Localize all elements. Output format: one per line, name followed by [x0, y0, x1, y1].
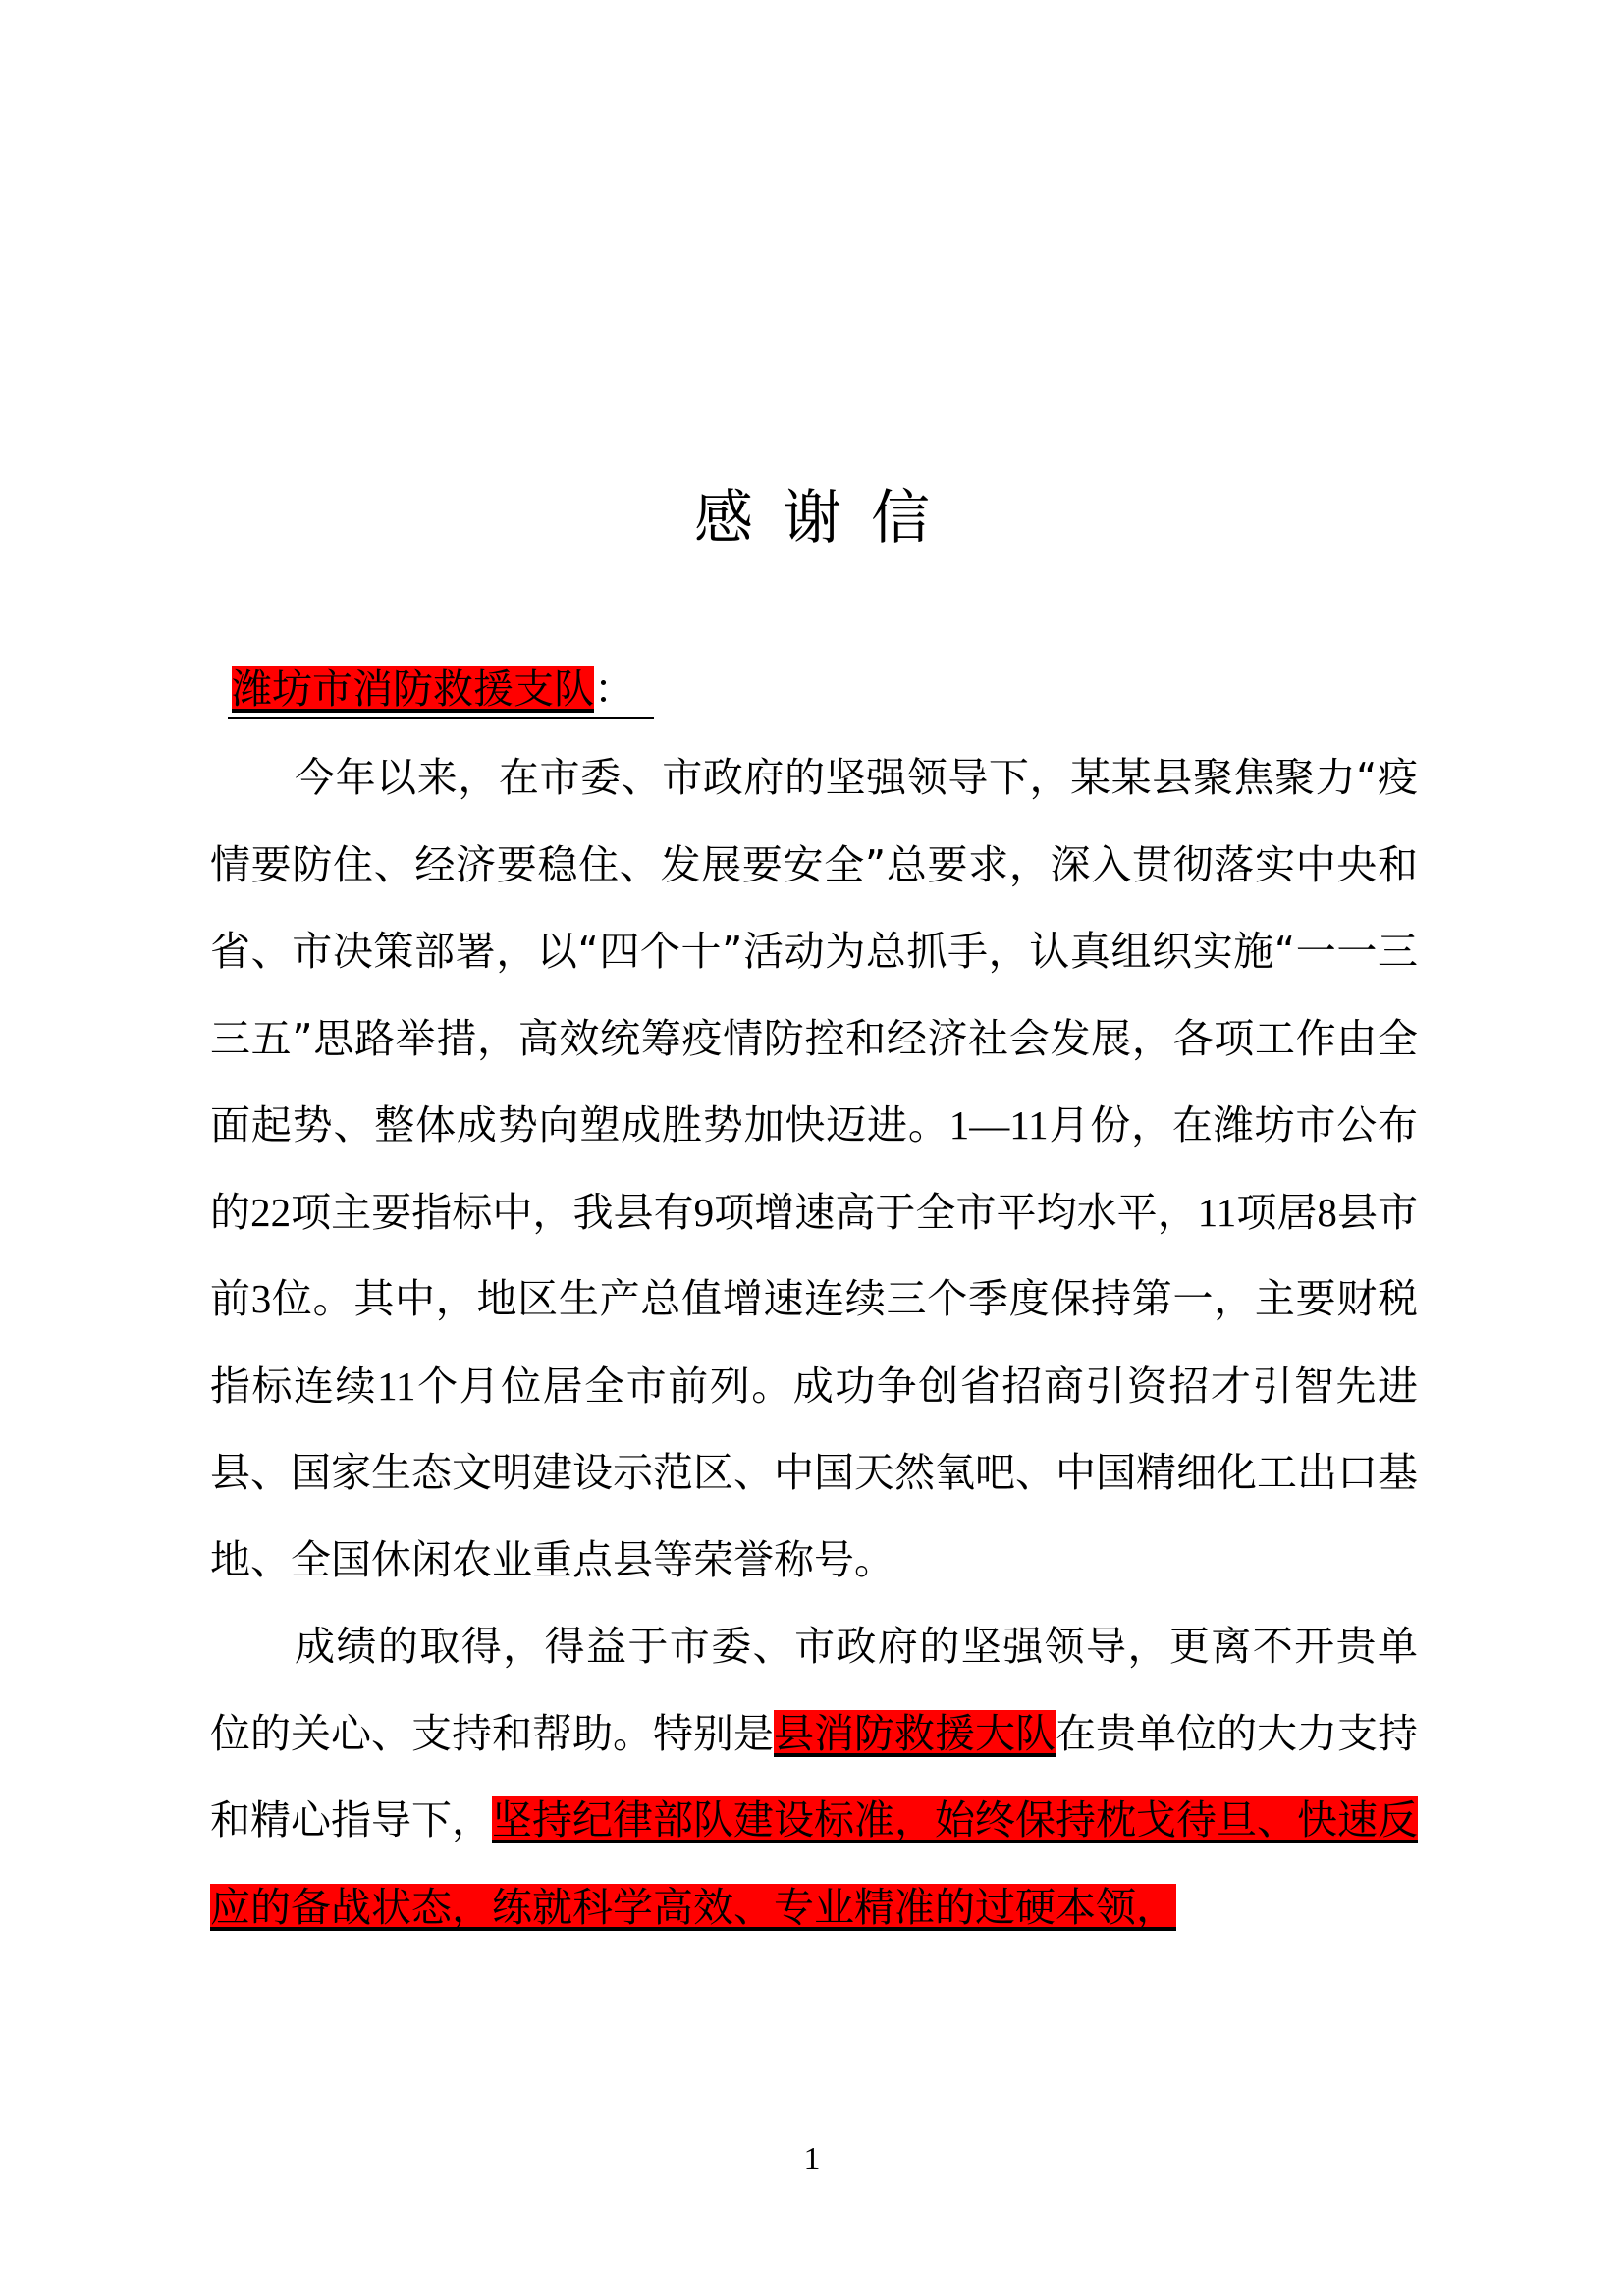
salutation-colon: ： [594, 666, 634, 713]
number-run: 1—11 [948, 1102, 1049, 1148]
number-run: 22 [250, 1189, 292, 1235]
letter-body [210, 734, 1418, 1950]
paragraph-achievements [210, 734, 1418, 1603]
text-run: 月份，在潍坊市公布的 [210, 1101, 1419, 1236]
text-run: 在贵单位的大力支持和精心指导下， [210, 1709, 1418, 1843]
text-run: 项增速高于全市平均水平， [714, 1188, 1198, 1236]
text-run: 项主要指标中，我县有 [291, 1188, 694, 1236]
text-run: 项居 [1236, 1188, 1318, 1236]
letter-title: 感谢信 [694, 484, 959, 553]
number-run: 9 [693, 1189, 715, 1235]
text-run: 位。其中，地区生产总值增速连续三个季度保持第一，主要财税指标连续 [210, 1275, 1419, 1410]
number-run: 11 [377, 1362, 416, 1409]
text-run: 今年以来，在市委、市政府的坚强领导下，某某县聚焦聚力“疫情要防住、经济要稳住、发展要安全”总要求，深入贯彻落实中央和省、市决策部署，以“四个十”活动为总抓手，认真组织实施“一一三三五”思路举措，高效统筹疫情防控和经济社会发展，各项工作由全面起势、整体成势向塑成胜势加快迈进。 [210, 754, 1418, 1148]
number-run: 3 [250, 1276, 272, 1321]
page-number: 1 [803, 2141, 821, 2177]
text-run: 县市前 [210, 1188, 1419, 1322]
number-run: 11 [1197, 1189, 1237, 1235]
text-run: 成绩的取得，得益于市委、市政府的坚强领导，更离不开贵单位的关心、支持和帮助。特别是 [210, 1623, 1418, 1757]
number-run: 8 [1317, 1189, 1337, 1235]
text-run: 个月位居全市前列。成功争创省招商引资招才引智先进县、国家生态文明建设示范区、中国天然氧吧、中国精细化工出口基地、全国休闲农业重点县等荣誉称号。 [210, 1362, 1419, 1583]
salutation-recipient: 潍坊市消防救援支队 [232, 666, 594, 713]
paragraph-thanks [210, 1603, 1418, 1950]
highlighted-text: 县消防救援大队 [774, 1709, 1056, 1757]
salutation-line [228, 662, 654, 719]
highlighted-text: 坚持纪律部队建设标准，始终保持枕戈待旦、快速反应的备战状态，练就科学高效、专业精准的过硬本领， [210, 1796, 1418, 1931]
